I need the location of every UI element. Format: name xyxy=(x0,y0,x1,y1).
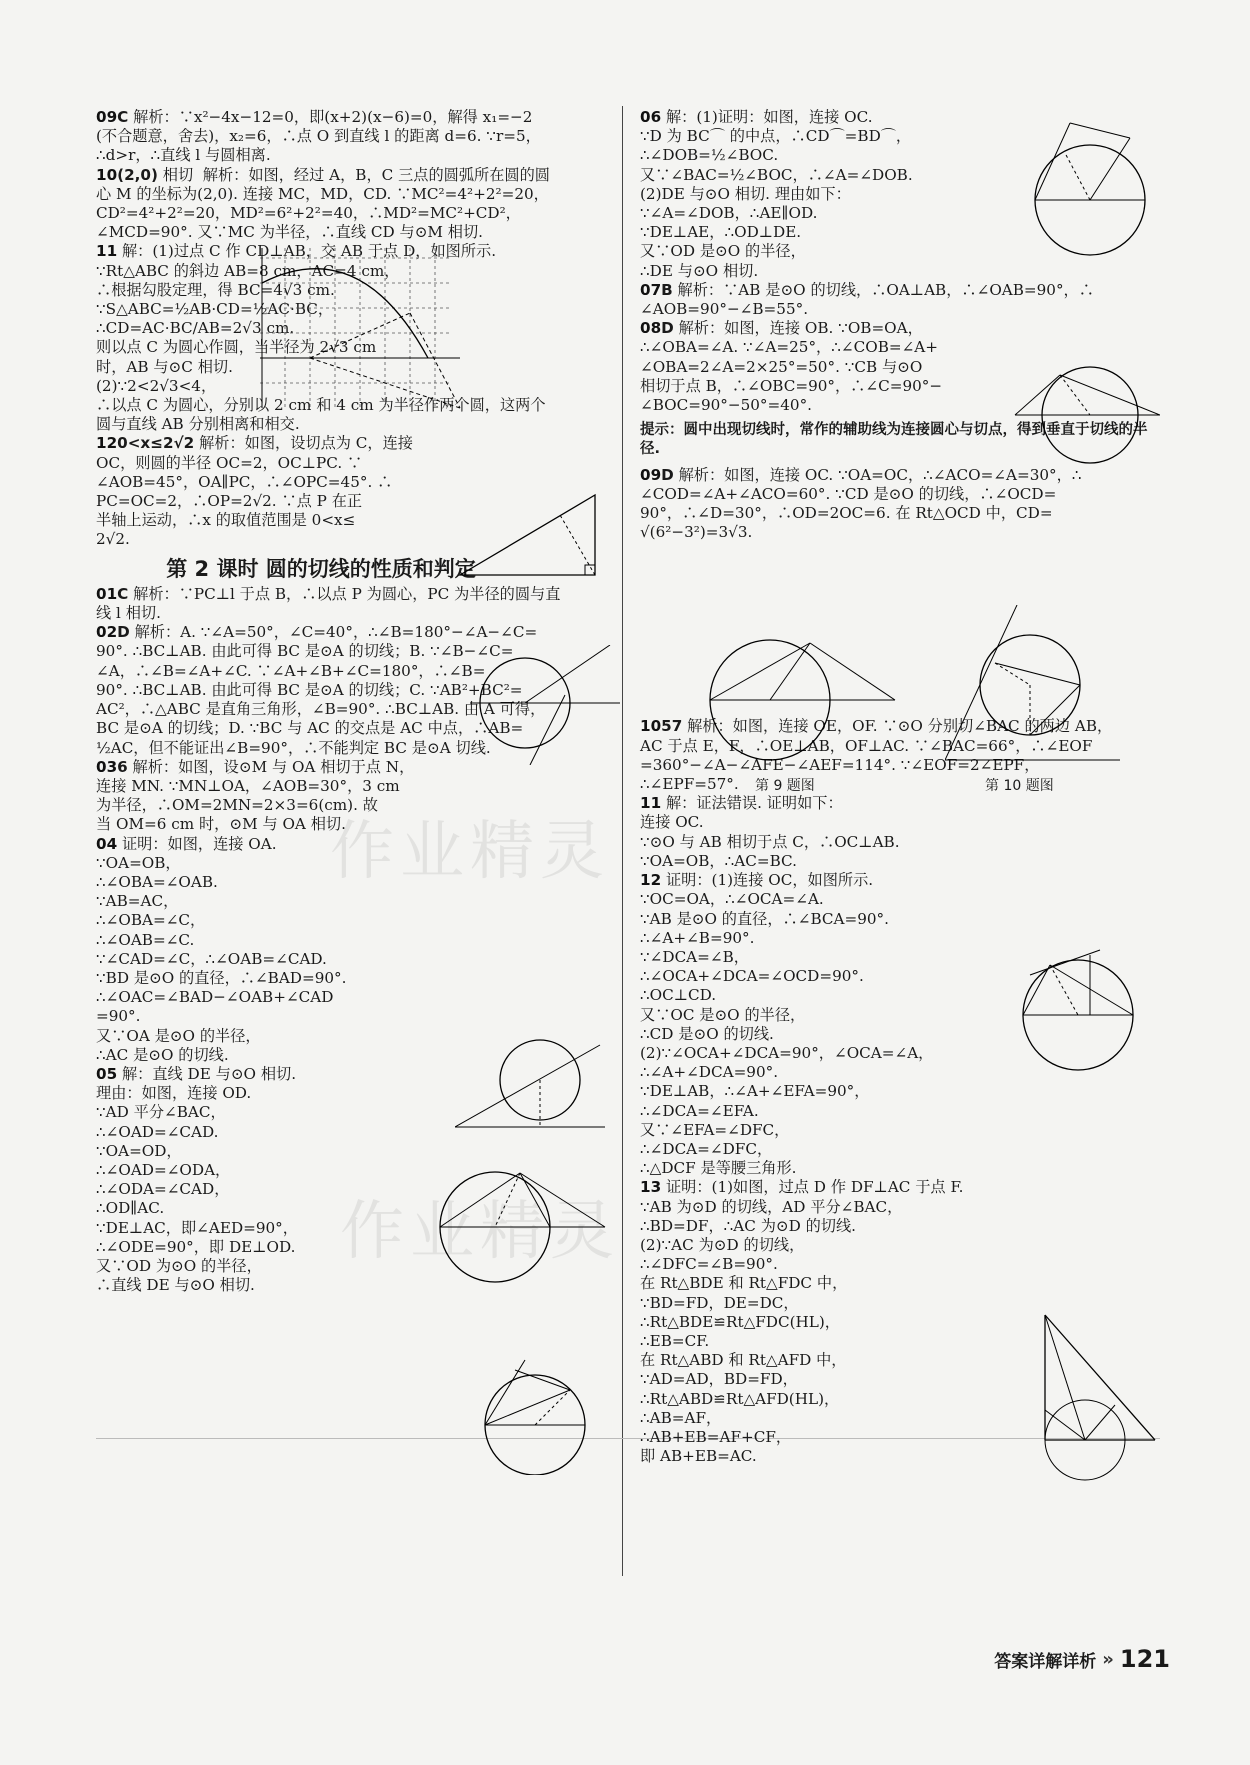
line-text: ∴∠ODE=90°，即 DE⊥OD. xyxy=(96,1237,296,1256)
line-text: ∴Rt△BDE≌Rt△FDC(HL)， xyxy=(640,1312,840,1331)
figure-9 xyxy=(700,625,900,765)
line-text: 线 l 相切. xyxy=(96,604,161,623)
line-text: ∴d>r，∴直线 l 与圆相离. xyxy=(96,146,271,165)
answer-line xyxy=(640,338,1160,357)
section-title: 第 2 课时 圆的切线的性质和判定 xyxy=(166,556,476,581)
line-text: 解：证法错误. 证明如下： xyxy=(665,794,843,813)
answer-line xyxy=(640,523,1160,542)
answer-line xyxy=(96,166,616,185)
page-footer xyxy=(994,1645,1170,1673)
answer-line xyxy=(640,281,1160,300)
answer-line xyxy=(96,950,616,969)
line-text: ∴BD=DF，∴AC 为⊙D 的切线. xyxy=(640,1216,857,1235)
line-text: ∴AC 是⊙O 的切线. xyxy=(96,1045,229,1064)
line-text: ∴∠A+∠B=90°. xyxy=(640,928,755,947)
answer-line xyxy=(640,833,1160,852)
line-text: ∴∠ODA=∠CAD， xyxy=(96,1180,230,1199)
line-text: 为半径，∴OM=2MN=2×3=6(cm). 故 xyxy=(96,796,378,815)
line-text: (2)∵2<2√3<4， xyxy=(96,376,217,395)
item-number: 06 xyxy=(640,108,662,126)
line-text: AC 于点 E，F，∴OE⊥AB，OF⊥AC. ∵∠BAC=66°，∴∠EOF xyxy=(640,736,1093,755)
answer-line xyxy=(640,262,1160,281)
figure-10-caption: 第 10 题图 xyxy=(985,778,1054,794)
answer-item xyxy=(640,466,1160,543)
answer-line xyxy=(96,873,616,892)
line-text: 连接 MN. ∵MN⊥OA，∠AOB=30°，3 cm xyxy=(96,776,400,795)
line-text: (2)∵AC 为⊙D 的切线， xyxy=(640,1235,805,1254)
item-number: 12 xyxy=(96,434,118,453)
line-text: ∴∠OBA=∠C， xyxy=(96,911,206,930)
answer-line xyxy=(640,319,1160,338)
answer-line xyxy=(96,892,616,911)
line-text: 解析：∵x²−4x−12=0，即(x+2)(x−6)=0，解得 x₁=−2 xyxy=(133,108,533,126)
line-text: PC=OC=2，∴OP=2√2. ∵点 P 在正 xyxy=(96,492,363,511)
item-number: 01 xyxy=(96,584,118,603)
answer-line xyxy=(640,1121,1160,1140)
line-text: AC²，∴△ABC 是直角三角形，∠B=90°. ∴BC⊥AB. 由 A 可得， xyxy=(96,700,546,719)
line-text: ∴∠OBA=∠A. ∵∠A=25°，∴∠COB=∠A+ xyxy=(640,338,938,357)
line-text: ∵Rt△ABC 的斜边 AB=8 cm，AC=4 cm， xyxy=(96,261,400,280)
line-text: ∴∠OAB=∠C. xyxy=(96,930,195,949)
item-number: 05 xyxy=(96,1064,118,1083)
line-text: ∴∠OBA=∠OAB. xyxy=(96,872,218,891)
answer-line xyxy=(96,988,616,1007)
line-text: ∴DE 与⊙O 相切. xyxy=(640,261,759,280)
line-text: BC 是⊙A 的切线；D. ∵BC 与 AC 的交点是 AC 中点，∴AB= xyxy=(96,719,524,738)
answer-line xyxy=(96,623,616,642)
answer-line xyxy=(96,204,616,223)
figure-9-caption: 第 9 题图 xyxy=(755,778,815,794)
line-text: ∴∠DFC=∠B=90°. xyxy=(640,1255,778,1274)
line-text: ∴CD=AC·BC/AB=2√3 cm. xyxy=(96,319,295,338)
line-text: (不合题意，舍去)，x₂=6，∴点 O 到直线 l 的距离 d=6. ∵r=5， xyxy=(96,127,541,146)
answer-line xyxy=(96,777,616,796)
line-text: 连接 OC. xyxy=(640,813,704,832)
line-text: ∠AOB=45°，OA∥PC，∴∠OPC=45°. ∴ xyxy=(96,472,393,491)
line-text: ∴CD 是⊙O 的切线. xyxy=(640,1024,774,1043)
line-text: 相切于点 B，∴∠OBC=90°，∴∠C=90°− xyxy=(640,376,943,395)
line-text: 解析：如图，连接 OB. ∵OB=OA， xyxy=(678,319,923,338)
line-text: ∴直线 DE 与⊙O 相切. xyxy=(96,1276,255,1295)
line-text: 解析：如图，设切点为 C，连接 xyxy=(199,434,413,453)
circle-figure-06 xyxy=(1030,108,1170,258)
line-text: 在 Rt△BDE 和 Rt△FDC 中， xyxy=(640,1274,848,1293)
line-text: ∵AB 为⊙D 的切线，AD 平分∠BAC， xyxy=(640,1197,903,1216)
item-number: 11 xyxy=(96,242,118,261)
double-chevron-icon: » xyxy=(1102,1648,1114,1670)
item-answer: B xyxy=(661,280,673,299)
line-text: ∴∠OAD=∠ODA， xyxy=(96,1160,231,1179)
item-number: 02 xyxy=(96,623,118,642)
answer-item xyxy=(96,585,616,623)
item-number: 10 xyxy=(640,717,662,736)
line-text: ∵OA=OB，∴AC=BC. xyxy=(640,851,797,870)
line-text: ∵OA=OD， xyxy=(96,1141,182,1160)
item-answer: 57 xyxy=(661,717,683,736)
right-triangle-figure xyxy=(455,480,605,590)
line-text: CD²=4²+2²=20，MD²=6²+2²=40，∴MD²=MC²+CD²， xyxy=(96,204,521,223)
line-text: 又∵∠EFA=∠DFC， xyxy=(640,1120,790,1139)
line-text: (2)DE 与⊙O 相切. 理由如下： xyxy=(640,184,851,203)
answer-item xyxy=(96,166,616,243)
circle-tangent-figure-12 xyxy=(470,645,620,765)
item-number: 08 xyxy=(640,319,662,338)
answer-line xyxy=(640,871,1160,890)
answer-line xyxy=(96,146,616,165)
answer-line xyxy=(640,1082,1160,1101)
line-text: ∠BOC=90°−50°=40°. xyxy=(640,396,813,415)
answer-line xyxy=(640,890,1160,909)
line-text: ∵DE⊥AC，即∠AED=90°， xyxy=(96,1218,298,1237)
line-text: 2√2. xyxy=(96,530,130,549)
answer-line xyxy=(96,223,616,242)
line-text: 90°. ∴BC⊥AB. 由此可得 BC 是⊙A 的切线；B. ∵∠B−∠C= xyxy=(96,642,514,661)
line-text: (2)∵∠OCA+∠DCA=90°，∠OCA=∠A， xyxy=(640,1043,934,1062)
line-text: 半轴上运动，∴x 的取值范围是 0<x≤ xyxy=(96,511,356,530)
line-text: ∴△DCF 是等腰三角形. xyxy=(640,1159,797,1178)
item-number: 11 xyxy=(640,794,662,813)
line-text: 时，AB 与⊙C 相切. xyxy=(96,357,233,376)
line-text: ∴∠A+∠DCA=90°. xyxy=(640,1063,779,1082)
line-text: ∠COD=∠A+∠ACO=60°. ∵CD 是⊙O 的切线，∴∠OCD= xyxy=(640,484,1057,503)
item-number: 07 xyxy=(640,280,662,299)
line-text: =360°−∠A−∠AFE−∠AEF=114°. ∵∠EOF=2∠EPF， xyxy=(640,755,1040,774)
line-text: ∴∠DOB=½∠BOC. xyxy=(640,146,779,165)
answer-line xyxy=(96,931,616,950)
line-text: ∴∠OAD=∠CAD. xyxy=(96,1122,219,1141)
answer-line xyxy=(640,1217,1160,1236)
line-text: 证明：(1)如图，过点 D 作 DF⊥AC 于点 F. xyxy=(665,1178,964,1197)
answer-line xyxy=(640,813,1160,832)
right-column xyxy=(640,108,1160,1466)
line-text: 解析：如图，设⊙M 与 OA 相切于点 N， xyxy=(132,757,415,776)
line-text: 又∵OA 是⊙O 的半径， xyxy=(96,1026,261,1045)
line-text: ∵S△ABC=½AB·CD=½AC·BC， xyxy=(96,300,334,319)
line-text: ∴∠OAC=∠BAD−∠OAB+∠CAD xyxy=(96,988,334,1007)
line-text: ∵AB=AC， xyxy=(96,892,179,911)
item-answer: D xyxy=(661,319,674,338)
circle-figure-12 xyxy=(1010,945,1160,1075)
item-answer: 6 xyxy=(117,757,128,776)
line-text: ½AC，但不能证出∠B=90°，∴不能判定 BC 是⊙A 切线. xyxy=(96,738,491,757)
answer-line xyxy=(96,854,616,873)
line-text: ∵∠CAD=∠C，∴∠OAB=∠CAD. xyxy=(96,949,327,968)
answer-item xyxy=(640,281,1160,319)
answer-item xyxy=(640,794,1160,871)
circle-figure-04 xyxy=(425,1165,615,1285)
line-text: 则以点 C 为圆心作圆，当半径为 2√3 cm xyxy=(96,338,377,357)
line-text: ∠MCD=90°. 又∵MC 为半径，∴直线 CD 与⊙M 相切. xyxy=(96,223,484,242)
line-text: ∵AD=AD，BD=FD， xyxy=(640,1370,798,1389)
answer-line xyxy=(640,300,1160,319)
line-text: 解：(1)证明：如图，连接 OC. xyxy=(665,108,873,126)
answer-line xyxy=(640,775,1160,794)
answer-line xyxy=(640,910,1160,929)
line-text: 证明：如图，连接 OA. xyxy=(121,834,277,853)
answer-line xyxy=(640,1198,1160,1217)
answer-item xyxy=(96,835,616,1065)
item-answer: C xyxy=(117,584,129,603)
answer-line xyxy=(640,794,1160,813)
line-text: 圆与直线 AB 分别相离和相交. xyxy=(96,415,300,434)
item-number: 09 xyxy=(640,465,662,484)
line-text: 又∵OD 是⊙O 的半径， xyxy=(640,242,806,261)
circle-figure-05 xyxy=(465,1355,615,1475)
answer-line xyxy=(96,415,616,434)
line-text: 解析：如图，连接 OE，OF. ∵⊙O 分别切∠BAC 的两边 AB， xyxy=(687,717,1113,736)
line-text: ∴OC⊥CD. xyxy=(640,986,717,1005)
item-number: 10 xyxy=(96,165,118,184)
item-number: 09 xyxy=(96,108,118,126)
line-text: ∠AOB=90°−∠B=55°. xyxy=(640,300,809,319)
line-text: =90°. xyxy=(96,1007,141,1026)
answer-item xyxy=(96,758,616,835)
item-number: 13 xyxy=(640,1178,662,1197)
item-answer: D xyxy=(117,623,130,642)
answer-line xyxy=(640,1102,1160,1121)
line-text: 90°，∴∠D=30°，∴OD=2OC=6. 在 Rt△OCD 中，CD= xyxy=(640,504,1053,523)
line-text: ∵DE⊥AE，∴OD⊥DE. xyxy=(640,223,802,242)
line-text: ∴∠EPF=57°. xyxy=(640,775,739,794)
line-text: 又∵∠BAC=½∠BOC，∴∠A=∠DOB. xyxy=(640,165,913,184)
circle-figure-03 xyxy=(455,1035,605,1145)
line-text: ∵BD 是⊙O 的直径，∴∠BAD=90°. xyxy=(96,968,347,987)
line-text: ∴∠OCA+∠DCA=∠OCD=90°. xyxy=(640,967,864,986)
answer-line xyxy=(640,1255,1160,1274)
line-text: 解：(1)过点 C 作 CD⊥AB，交 AB 于点 D，如图所示. xyxy=(121,242,497,261)
line-text: ∵∠DCA=∠B， xyxy=(640,947,749,966)
line-text: √(6²−3²)=3√3. xyxy=(640,523,753,542)
line-text: ∴AB+EB=AF+CF， xyxy=(640,1427,792,1446)
line-text: 解：直线 DE 与⊙O 相切. xyxy=(121,1064,297,1083)
answer-line xyxy=(640,1236,1160,1255)
line-text: ∵⊙O 与 AB 相切于点 C，∴OC⊥AB. xyxy=(640,832,900,851)
line-text: 即 AB+EB=AC. xyxy=(640,1447,757,1466)
answer-line xyxy=(640,504,1160,523)
answer-line xyxy=(640,485,1160,504)
page-number: 121 xyxy=(1119,1645,1170,1673)
answer-line xyxy=(640,1178,1160,1197)
line-text: ∴以点 C 为圆心，分别以 2 cm 和 4 cm 为半径作两个圆，这两个 xyxy=(96,396,546,415)
answer-line xyxy=(96,969,616,988)
line-text: ∵D 为 BC⌒ 的中点，∴CD⌒=BD⌒， xyxy=(640,127,912,146)
line-text: ∵∠A=∠DOB，∴AE∥OD. xyxy=(640,204,818,223)
line-text: 解析：∵AB 是⊙O 的切线，∴OA⊥AB，∴∠OAB=90°，∴ xyxy=(677,280,1094,299)
answer-line xyxy=(96,1007,616,1026)
line-text: 又∵OC 是⊙O 的半径， xyxy=(640,1005,806,1024)
line-text: 解析：A. ∵∠A=50°，∠C=40°，∴∠B=180°−∠A−∠C= xyxy=(134,623,538,642)
answer-line xyxy=(96,815,616,834)
circle-figure-13 xyxy=(1030,1310,1170,1490)
answer-line xyxy=(96,604,616,623)
line-text: ∵OA=OB， xyxy=(96,853,181,872)
answer-line xyxy=(640,1274,1160,1293)
footer-label: 答案详解详析 xyxy=(994,1651,1097,1672)
answer-item xyxy=(96,108,616,166)
line-text: 90°. ∴BC⊥AB. 由此可得 BC 是⊙A 的切线；C. ∵AB²+BC²= xyxy=(96,680,523,699)
answer-line xyxy=(96,454,616,473)
line-text: ∠OBA=2∠A=2×25°=50°. ∵CB 与⊙O xyxy=(640,357,923,376)
line-text: 心 M 的坐标为(2,0). 连接 MC，MD，CD. ∵MC²=4²+2²=20， xyxy=(96,184,549,203)
line-text: 在 Rt△ABD 和 Rt△AFD 中， xyxy=(640,1351,847,1370)
watermark-text-2: 作业精灵 xyxy=(340,1195,620,1269)
grid-circle-figure xyxy=(260,248,470,418)
answer-line xyxy=(96,108,616,127)
circle-figure-08 xyxy=(1010,360,1160,470)
answer-line xyxy=(96,835,616,854)
line-text: ∴∠DCA=∠DFC， xyxy=(640,1139,773,1158)
answer-line xyxy=(640,1140,1160,1159)
line-text: ∴根据勾股定理，得 BC=4√3 cm. xyxy=(96,280,335,299)
line-text: OC，则圆的半径 OC=2，OC⊥PC. ∵ xyxy=(96,453,363,472)
line-text: ∴OD∥AC. xyxy=(96,1199,165,1218)
line-text: 理由：如图，连接 OD. xyxy=(96,1084,252,1103)
line-text: ∴EB=CF. xyxy=(640,1331,710,1350)
item-number: 04 xyxy=(96,834,118,853)
item-number: 12 xyxy=(640,871,662,890)
line-text: 当 OM=6 cm 时，⊙M 与 OA 相切. xyxy=(96,815,346,834)
line-text: ∴∠DCA=∠EFA. xyxy=(640,1101,759,1120)
answer-line xyxy=(96,911,616,930)
item-answer: D xyxy=(661,465,674,484)
line-text: 解析：如图，连接 OC. ∵OA=OC，∴∠ACO=∠A=30°，∴ xyxy=(678,465,1082,484)
line-text: 相切 解析：如图，经过 A，B，C 三点的圆弧所在圆的圆 xyxy=(162,165,550,184)
answer-line xyxy=(96,127,616,146)
answer-line xyxy=(96,434,616,453)
item-answer: C xyxy=(117,108,129,126)
column-divider xyxy=(622,106,623,1576)
line-text: ∵BD=FD，DE=DC， xyxy=(640,1293,799,1312)
line-text: ∵OC=OA，∴∠OCA=∠A. xyxy=(640,890,824,909)
answer-line xyxy=(640,1159,1160,1178)
line-text: ∵DE⊥AB，∴∠A+∠EFA=90°， xyxy=(640,1082,870,1101)
item-answer: (2,0) xyxy=(117,165,158,184)
line-text: ∵AD 平分∠BAC， xyxy=(96,1103,226,1122)
line-text: ∴Rt△ABD≌Rt△AFD(HL)， xyxy=(640,1389,840,1408)
answer-line xyxy=(96,185,616,204)
figure-10 xyxy=(945,605,1120,770)
line-text: ∵AB 是⊙O 的直径，∴∠BCA=90°. xyxy=(640,909,889,928)
line-text: 又∵OD 为⊙O 的半径， xyxy=(96,1256,262,1275)
answer-line xyxy=(96,796,616,815)
answer-line xyxy=(640,852,1160,871)
line-text: ∠A，∴∠B=∠A+∠C. ∵∠A+∠B+∠C=180°，∴∠B= xyxy=(96,661,486,680)
line-text: ∴AB=AF， xyxy=(640,1408,722,1427)
item-answer: 0<x≤2√2 xyxy=(117,434,195,453)
tip-note: 提示：圆中出现切线时，常作的辅助线为连接圆心与切点，得到垂直于切线的半径. xyxy=(640,422,1148,458)
item-number: 03 xyxy=(96,757,118,776)
line-text: 证明：(1)连接 OC，如图所示. xyxy=(665,871,874,890)
watermark-text: 作业精灵 xyxy=(330,815,610,889)
line-text: 解析：∵PC⊥l 于点 B，∴以点 P 为圆心，PC 为半径的圆与直 xyxy=(133,584,561,603)
